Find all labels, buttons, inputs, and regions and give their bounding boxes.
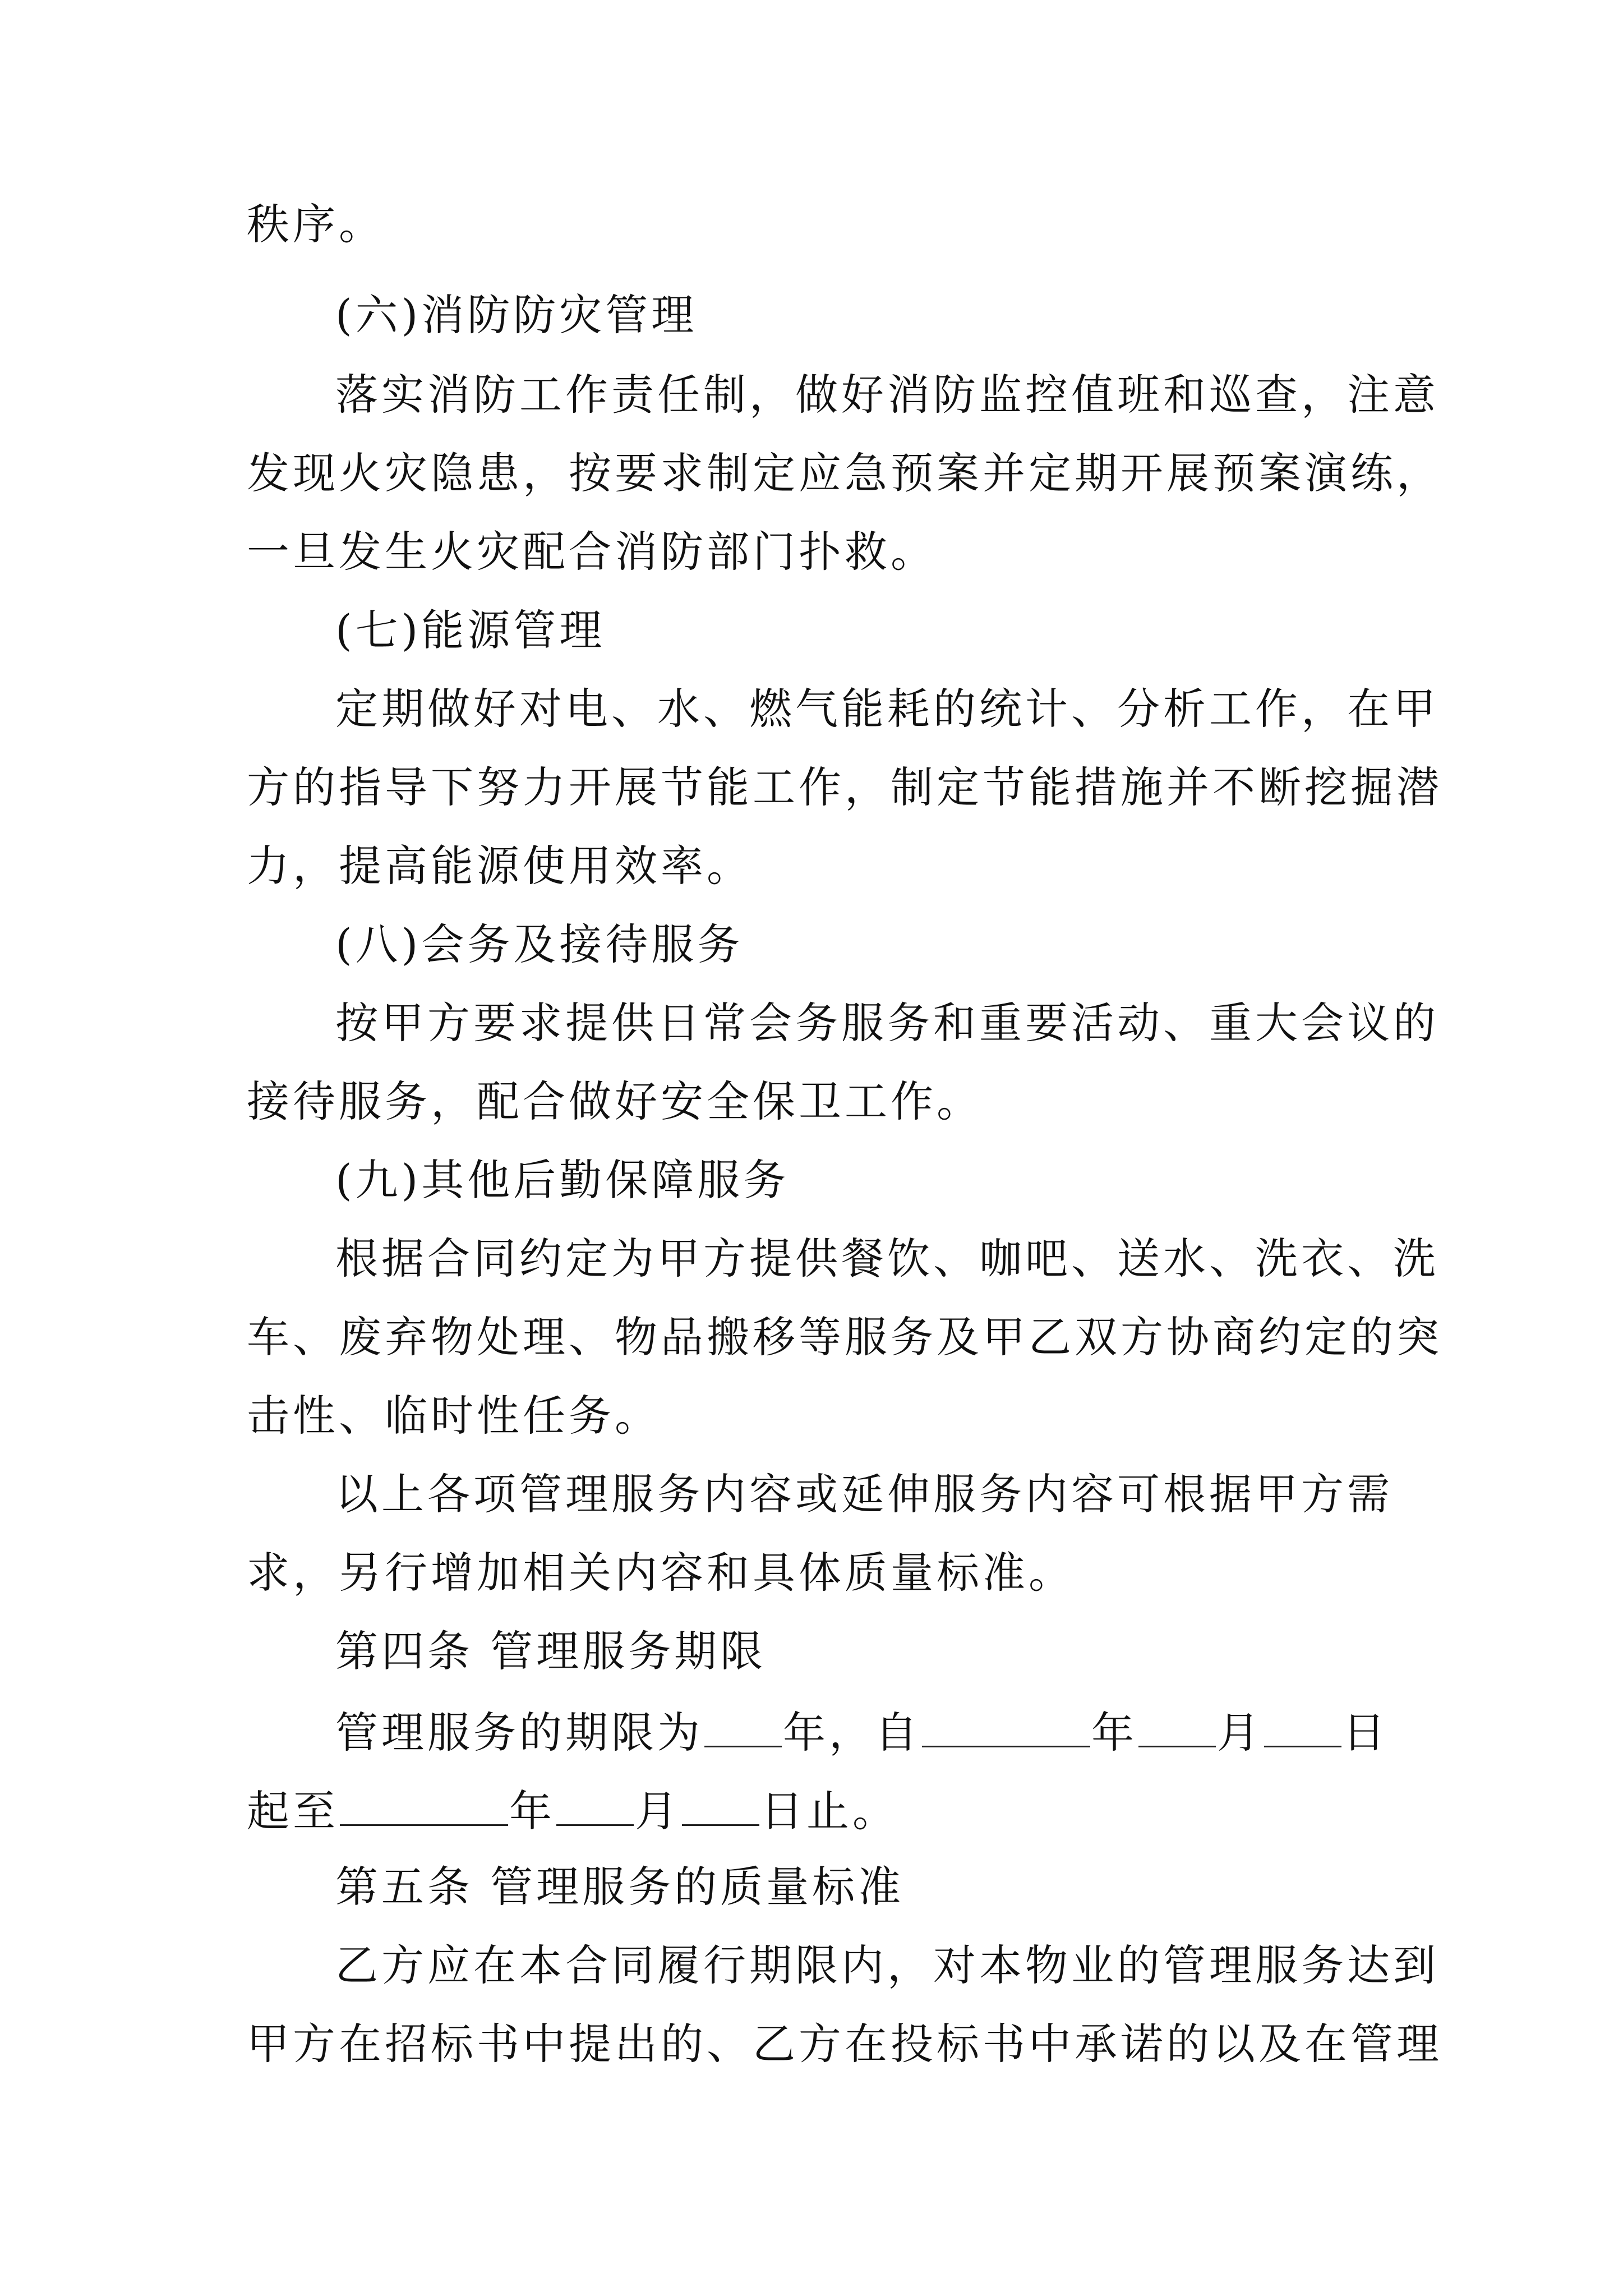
end-day-blank	[682, 1780, 759, 1826]
paragraph-line: 发现火灾隐患，按要求制定应急预案并定期开展预案演练，	[247, 448, 1442, 498]
paragraph-line: 定期做好对电、水、燃气能耗的统计、分析工作，在甲	[335, 684, 1439, 734]
paragraph-line: 求，另行增加相关内容和具体质量标准。	[247, 1548, 1075, 1598]
term-text: 日	[1343, 1708, 1389, 1757]
paragraph-line: 接待服务，配合做好安全保卫工作。	[247, 1076, 983, 1126]
section-heading-meeting: (八)会务及接待服务	[335, 919, 744, 969]
article-five-heading: 第五条 管理服务的质量标准	[335, 1862, 905, 1912]
paragraph-line: 甲方在招标书中提出的、乙方在投标书中承诺的以及在管理	[247, 2019, 1442, 2069]
section-heading-fire: (六)消防防灾管理	[335, 290, 698, 340]
term-text: 年，自	[783, 1708, 921, 1757]
end-month-blank	[556, 1780, 634, 1826]
paragraph-line: 乙方应在本合同履行期限内，对本物业的管理服务达到	[335, 1940, 1439, 1990]
paragraph-line: 车、废弃物处理、物品搬移等服务及甲乙双方协商约定的突	[247, 1312, 1442, 1362]
term-text: 日止。	[760, 1786, 898, 1836]
year-blank	[704, 1702, 782, 1747]
section-heading-energy: (七)能源管理	[335, 605, 606, 655]
term-text: 年	[509, 1786, 555, 1836]
term-text: 月	[1217, 1708, 1263, 1757]
paragraph-line: 秩序。	[247, 199, 385, 249]
end-year-blank	[340, 1780, 508, 1826]
paragraph-line: 以上各项管理服务内容或延伸服务内容可根据甲方需	[335, 1469, 1393, 1519]
term-line-2	[247, 1780, 1391, 1839]
paragraph-line: 根据合同约定为甲方提供餐饮、咖吧、送水、洗衣、洗	[335, 1234, 1439, 1283]
term-line-1	[335, 1702, 1479, 1761]
start-year-blank	[922, 1702, 1090, 1747]
paragraph-line: 击性、临时性任务。	[247, 1391, 661, 1441]
section-heading-logistics: (九)其他后勤保障服务	[335, 1155, 790, 1205]
start-day-blank	[1264, 1702, 1341, 1747]
article-four-heading: 第四条 管理服务期限	[335, 1626, 767, 1676]
term-text: 起至	[247, 1786, 339, 1836]
paragraph-line: 方的指导下努力开展节能工作，制定节能措施并不断挖掘潜	[247, 762, 1442, 812]
paragraph-line: 按甲方要求提供日常会务服务和重要活动、重大会议的	[335, 998, 1439, 1048]
term-text: 年	[1091, 1708, 1137, 1757]
paragraph-line: 一旦发生火灾配合消防部门扑救。	[247, 527, 937, 577]
paragraph-line: 力，提高能源使用效率。	[247, 841, 753, 891]
term-text: 月	[635, 1786, 681, 1836]
start-month-blank	[1138, 1702, 1216, 1747]
paragraph-line: 落实消防工作责任制，做好消防监控值班和巡查，注意	[335, 370, 1439, 420]
term-text: 管理服务的期限为	[335, 1708, 703, 1757]
